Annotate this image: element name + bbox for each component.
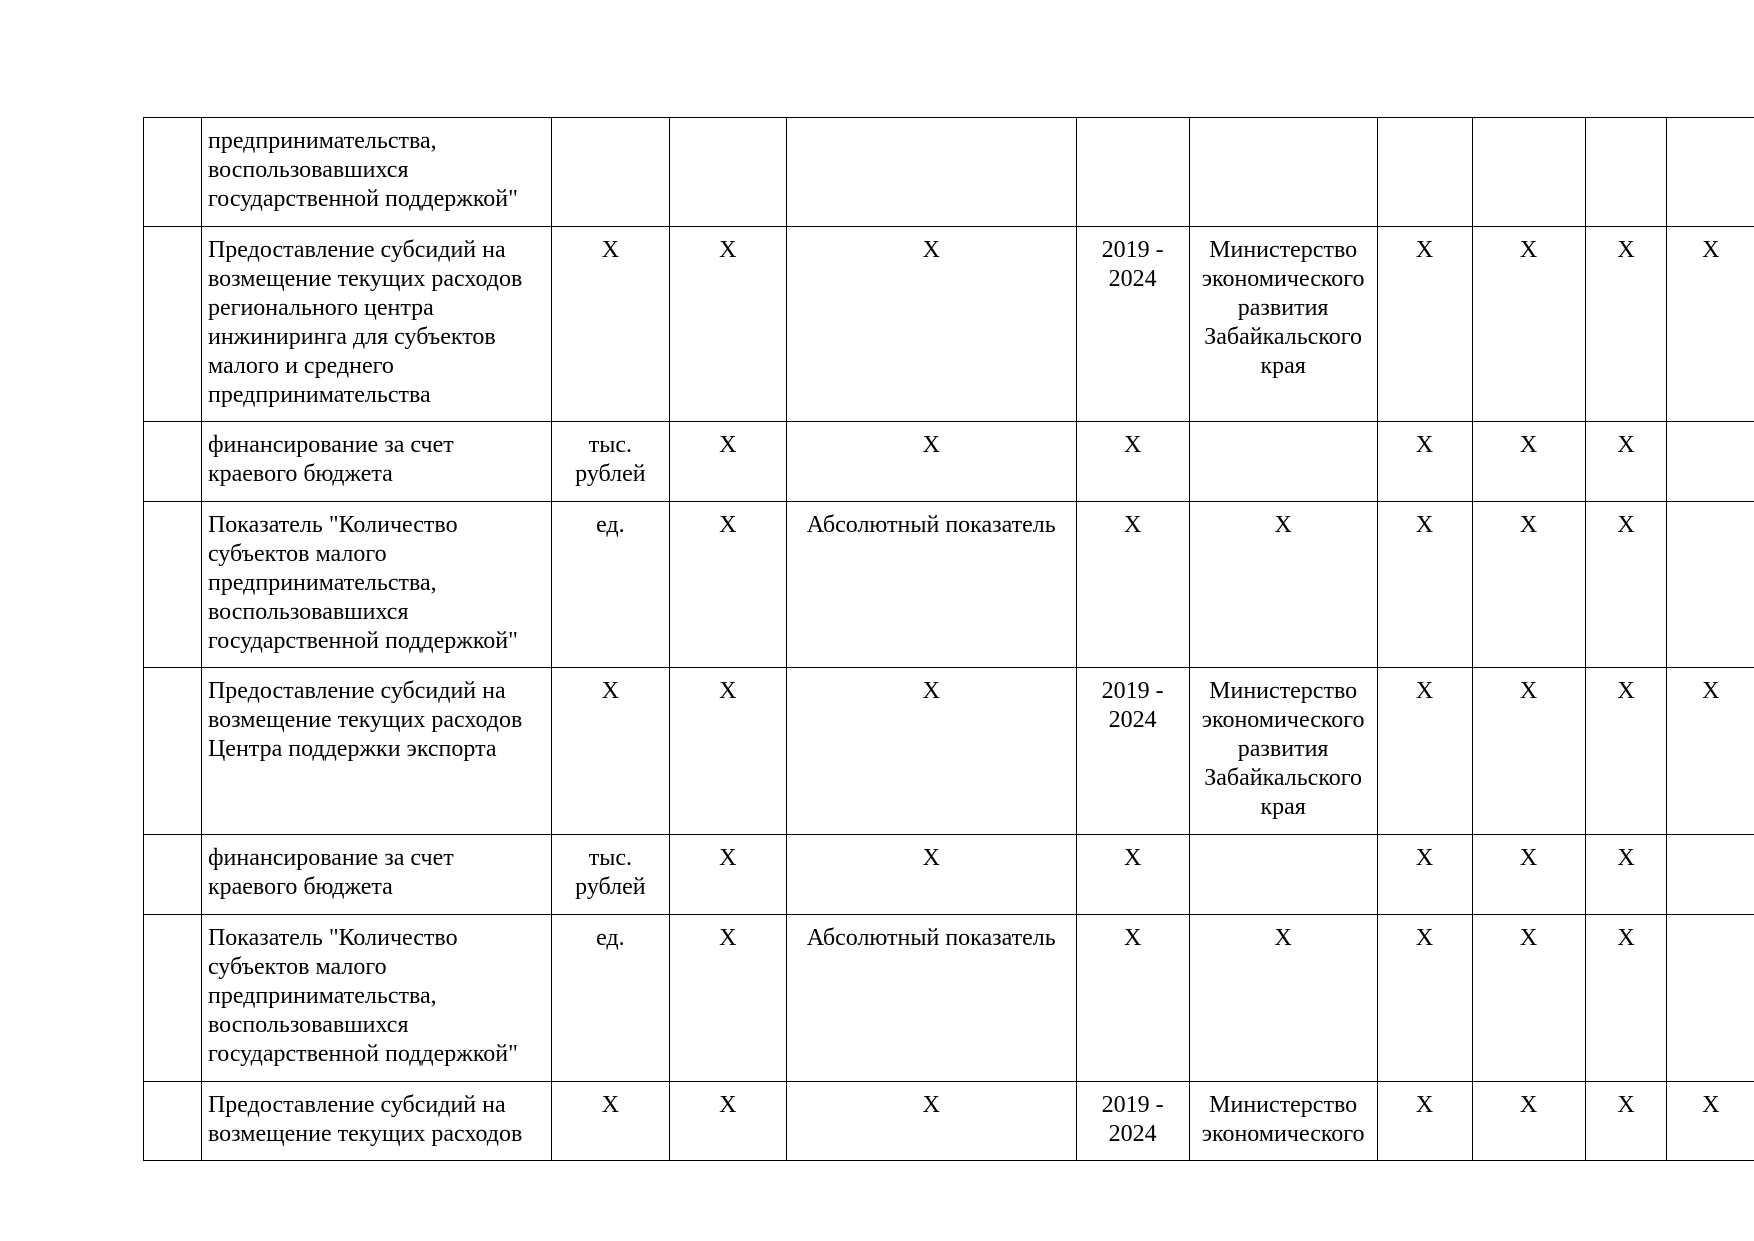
table-cell — [144, 422, 202, 502]
table-body — [144, 118, 1754, 1161]
table-cell: X — [1585, 502, 1667, 668]
table-cell: X — [786, 835, 1076, 915]
table-cell: X — [1377, 1082, 1472, 1161]
table-cell: ед. — [551, 915, 669, 1082]
table-cell — [1472, 118, 1585, 227]
table-cell — [551, 118, 669, 227]
table-cell: X — [1585, 835, 1667, 915]
table-cell — [1667, 915, 1754, 1082]
table-cell: X — [1472, 915, 1585, 1082]
table-cell: X — [1472, 502, 1585, 668]
table-cell — [1377, 118, 1472, 227]
table-cell: X — [669, 502, 786, 668]
table-row — [144, 227, 1754, 422]
table-cell — [1189, 118, 1377, 227]
table-cell — [1667, 118, 1754, 227]
table-cell: X — [1189, 915, 1377, 1082]
table-row — [144, 118, 1754, 227]
table-cell: X — [1585, 915, 1667, 1082]
table-cell: X — [1377, 668, 1472, 835]
table-cell: X — [1472, 835, 1585, 915]
table-row — [144, 915, 1754, 1082]
table-row — [144, 502, 1754, 668]
table-cell: тыс. рублей — [551, 422, 669, 502]
table-cell: X — [786, 227, 1076, 422]
table-cell: X — [1472, 668, 1585, 835]
table-cell: X — [1377, 227, 1472, 422]
table-cell: Показатель "Количество субъектов малого предпринимательства, воспользовавшихся государственной поддержкой" — [201, 915, 551, 1082]
table-cell: X — [1377, 502, 1472, 668]
table-cell: X — [1667, 227, 1754, 422]
table-cell — [144, 915, 202, 1082]
table-cell: X — [669, 915, 786, 1082]
table-cell — [144, 835, 202, 915]
table-cell: X — [1585, 1082, 1667, 1161]
table-row — [144, 835, 1754, 915]
table-cell: Министерство экономического развития Забайкальского края — [1189, 668, 1377, 835]
table-cell: X — [1076, 502, 1189, 668]
table-cell: 2019 - 2024 — [1076, 227, 1189, 422]
table-row — [144, 1082, 1754, 1161]
table-cell: Показатель "Количество субъектов малого предпринимательства, воспользовавшихся государственной поддержкой" — [201, 502, 551, 668]
table-cell: Предоставление субсидий на возмещение текущих расходов — [201, 1082, 551, 1161]
table-cell: X — [1585, 227, 1667, 422]
table-cell — [144, 1082, 202, 1161]
table-cell: X — [551, 1082, 669, 1161]
table-cell: X — [1585, 422, 1667, 502]
table-cell: X — [551, 668, 669, 835]
table-cell — [1189, 422, 1377, 502]
data-table — [143, 117, 1754, 1161]
table-row — [144, 668, 1754, 835]
table-cell: X — [669, 422, 786, 502]
table-cell: X — [1076, 915, 1189, 1082]
table-cell — [144, 668, 202, 835]
table-cell — [1189, 835, 1377, 915]
table-cell: X — [1667, 668, 1754, 835]
table-cell — [144, 502, 202, 668]
table-cell: X — [669, 227, 786, 422]
table-cell: Предоставление субсидий на возмещение текущих расходов регионального центра инжиниринга для субъектов малого и среднего предпринимательства — [201, 227, 551, 422]
table-cell: X — [551, 227, 669, 422]
table-cell: Абсолютный показатель — [786, 915, 1076, 1082]
table-cell: X — [786, 422, 1076, 502]
table-cell — [786, 118, 1076, 227]
table-cell: предпринимательства, воспользовавшихся государственной поддержкой" — [201, 118, 551, 227]
table-cell — [1667, 502, 1754, 668]
table-cell: 2019 - 2024 — [1076, 1082, 1189, 1161]
table-cell: X — [1377, 835, 1472, 915]
table-cell: X — [669, 668, 786, 835]
table-cell: Министерство экономического — [1189, 1082, 1377, 1161]
table-cell: X — [786, 1082, 1076, 1161]
table-cell — [1076, 118, 1189, 227]
table-cell: X — [1189, 502, 1377, 668]
table-cell: X — [1585, 668, 1667, 835]
table-cell — [144, 118, 202, 227]
table-cell: X — [1076, 422, 1189, 502]
table-cell — [1667, 422, 1754, 502]
table-cell: X — [1377, 422, 1472, 502]
table-cell: финансирование за счет краевого бюджета — [201, 835, 551, 915]
table-cell — [1667, 835, 1754, 915]
table-cell: финансирование за счет краевого бюджета — [201, 422, 551, 502]
table-cell: Министерство экономического развития Забайкальского края — [1189, 227, 1377, 422]
table-cell: X — [669, 1082, 786, 1161]
table-cell: X — [1667, 1082, 1754, 1161]
table-cell: X — [1472, 227, 1585, 422]
table-cell: тыс. рублей — [551, 835, 669, 915]
table-cell: X — [1472, 422, 1585, 502]
table-cell: Абсолютный показатель — [786, 502, 1076, 668]
table-cell: X — [1377, 915, 1472, 1082]
table-cell: X — [1472, 1082, 1585, 1161]
table-cell — [144, 227, 202, 422]
table-cell: 2019 - 2024 — [1076, 668, 1189, 835]
table-cell: X — [786, 668, 1076, 835]
table-cell: ед. — [551, 502, 669, 668]
table-cell: X — [669, 835, 786, 915]
table-row — [144, 422, 1754, 502]
table-cell: X — [1076, 835, 1189, 915]
table-cell: Предоставление субсидий на возмещение текущих расходов Центра поддержки экспорта — [201, 668, 551, 835]
table-cell — [669, 118, 786, 227]
table-cell — [1585, 118, 1667, 227]
